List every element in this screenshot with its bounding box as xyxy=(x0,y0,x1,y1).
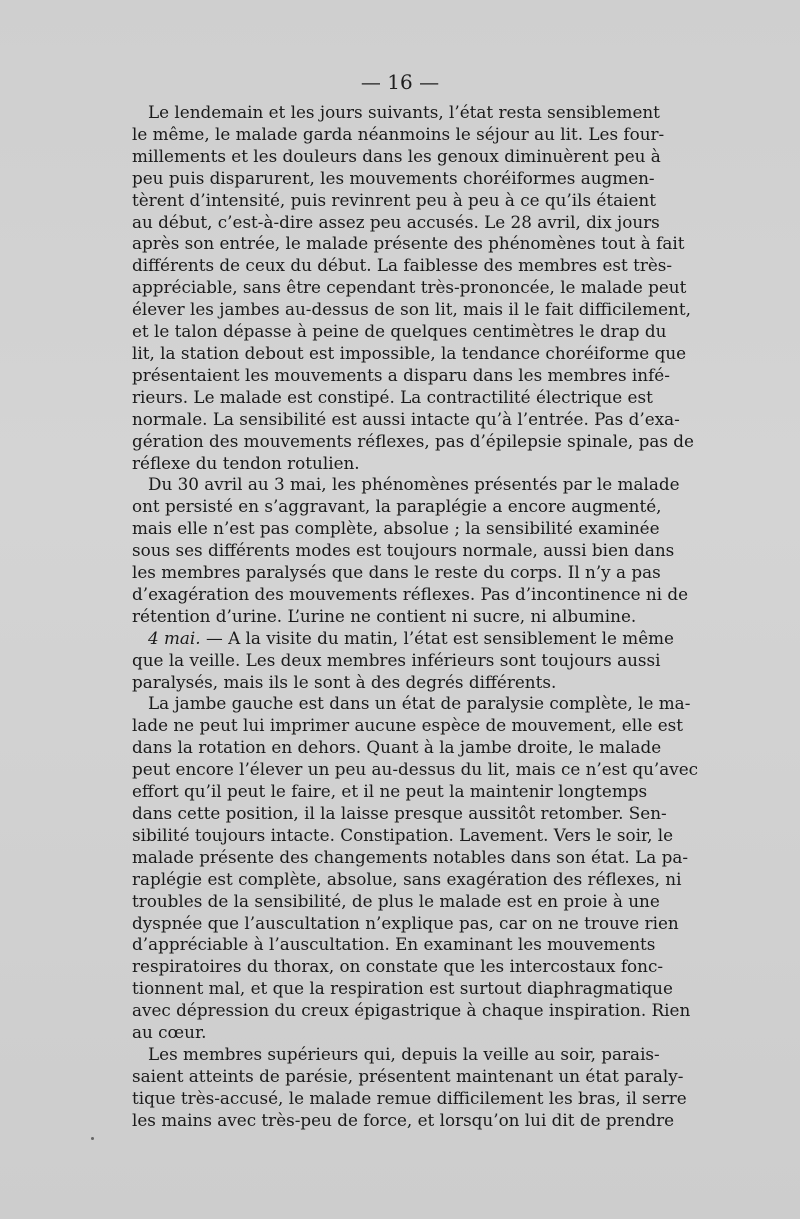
line-text: appréciable, sans être cependant très-prononcée, le malade peut xyxy=(132,277,687,298)
text-line xyxy=(132,562,661,584)
text-line xyxy=(132,649,661,672)
page-number: — 16 — xyxy=(360,70,440,94)
text-line xyxy=(132,496,662,518)
text-line xyxy=(132,540,675,562)
line-text: paralysés, mais ils le sont à des degrés différents. xyxy=(132,671,557,692)
line-text: rieurs. Le malade est constipé. La contractilité électrique est xyxy=(132,386,653,407)
text-line xyxy=(132,255,673,277)
text-line xyxy=(132,1109,675,1132)
line-text: réflexe du tendon rotulien. xyxy=(132,452,360,473)
line-text: au cœur. xyxy=(132,1022,207,1043)
text-line xyxy=(132,518,660,540)
text-line xyxy=(132,978,673,1000)
text-line xyxy=(132,167,655,190)
line-text: lit, la station debout est impossible, la tendance choréiforme que xyxy=(132,342,687,363)
line-text: au début, c’est-à-dire assez peu accusés. Le 28 avril, dix jours xyxy=(132,211,660,232)
text-line xyxy=(132,627,674,650)
text-line xyxy=(132,737,662,759)
text-line xyxy=(132,299,691,321)
text-line xyxy=(132,693,691,715)
text-line xyxy=(132,1043,660,1066)
line-text: rétention d’urine. L’urine ne contient ni sucre, ni albumine. xyxy=(132,605,637,626)
line-text: Le lendemain et les jours suivants, l’état resta sensiblement xyxy=(148,102,660,122)
line-text: normale. La sensibilité est aussi intacte qu’à l’entrée. Pas d’exa- xyxy=(132,408,680,429)
text-line xyxy=(132,781,648,803)
line-text: tique très-accusé, le malade remue difficilement les bras, il serre xyxy=(132,1087,687,1108)
line-text: dyspnée que l’auscultation n’explique pas, car on ne trouve rien xyxy=(132,912,679,933)
text-line xyxy=(132,408,680,431)
text-line xyxy=(132,824,674,847)
line-text: troubles de la sensibilité, de plus le malade est en proie à une xyxy=(132,890,660,911)
line-text: malade présente des changements notables dans son état. La pa- xyxy=(132,846,689,867)
text-line xyxy=(132,145,661,168)
line-text: dans la rotation en dehors. Quant à la jambe droite, le malade xyxy=(132,737,662,758)
line-text: lade ne peut lui imprimer aucune espèce de mouvement, elle est xyxy=(132,715,683,736)
line-text: gération des mouvements réflexes, pas d’épilepsie spinale, pas de xyxy=(132,430,694,451)
line-text: Du 30 avril au 3 mai, les phénomènes présentés par le malade xyxy=(148,474,680,495)
line-text: peut encore l’élever un peu au-dessus du lit, mais ce n’est qu’avec xyxy=(132,759,699,780)
line-text: présentaient les mouvements a disparu dans les membres infé- xyxy=(132,364,670,385)
line-text: les mains avec très-peu de force, et lorsqu’on lui dit de prendre xyxy=(132,1109,675,1130)
line-text: d’exagération des mouvements réflexes. Pas d’incontinence ni de xyxy=(132,583,689,604)
line-text: le même, le malade garda néanmoins le séjour au lit. Les four- xyxy=(132,123,665,144)
line-text: sous ses différents modes est toujours normale, aussi bien dans xyxy=(132,540,675,561)
text-line xyxy=(132,1065,684,1088)
line-text: mais elle n’est pas complète, absolue ; la sensibilité examinée xyxy=(132,518,660,539)
text-line xyxy=(132,890,660,913)
line-text: différents de ceux du début. La faiblesse des membres est très- xyxy=(132,255,673,276)
line-text: dans cette position, il la laisse presque aussitôt retomber. Sen- xyxy=(132,803,667,823)
line-text: ont persisté en s’aggravant, la paraplégie a encore augmenté, xyxy=(132,496,662,517)
text-line xyxy=(132,1000,691,1022)
line-text: et le talon dépasse à peine de quelques centimètres le drap du xyxy=(132,321,667,342)
line-text: tionnent mal, et que la respiration est surtout diaphragmatique xyxy=(132,978,673,999)
text-line xyxy=(132,321,667,343)
text-line xyxy=(132,715,683,737)
print-speck xyxy=(91,1137,94,1140)
text-line xyxy=(132,123,665,146)
text-line xyxy=(132,912,679,935)
text-line xyxy=(132,606,644,628)
text-line xyxy=(132,386,653,409)
line-text: élever les jambes au-dessus de son lit, mais il le fait difficilement, xyxy=(132,299,691,320)
text-line xyxy=(132,189,656,212)
text-line xyxy=(132,102,660,124)
text-line xyxy=(132,453,644,475)
line-text: après son entrée, le malade présente des phénomènes tout à fait xyxy=(132,233,685,254)
line-text: tèrent d’intensité, puis revinrent peu à peu à ce qu’ils étaient xyxy=(132,189,656,210)
line-text: avec dépression du creux épigastrique à chaque inspiration. Rien xyxy=(132,1000,691,1021)
text-line xyxy=(132,672,644,694)
line-text: — A la visite du matin, l’état est sensiblement le même xyxy=(200,627,674,648)
text-line xyxy=(132,934,656,956)
entry-date: 4 mai. xyxy=(148,627,201,648)
text-line xyxy=(132,1022,644,1044)
line-text: raplégie est complète, absolue, sans exagération des réflexes, ni xyxy=(132,868,682,889)
line-text: saient atteints de parésie, présentent maintenant un état paraly- xyxy=(132,1065,684,1086)
text-line xyxy=(132,342,687,365)
line-text: millements et les douleurs dans les genoux diminuèrent peu à xyxy=(132,145,661,166)
line-text: La jambe gauche est dans un état de paralysie complète, le ma- xyxy=(148,693,691,714)
text-line xyxy=(132,211,660,234)
text-line xyxy=(132,474,680,496)
line-text: peu puis disparurent, les mouvements choréiformes augmen- xyxy=(132,167,655,188)
text-line xyxy=(132,759,699,781)
line-text: effort qu’il peut le faire, et il ne peut la maintenir longtemps xyxy=(132,781,648,802)
text-line xyxy=(132,430,694,453)
text-line xyxy=(132,1087,687,1110)
text-line xyxy=(132,277,687,299)
text-line xyxy=(132,846,689,869)
line-text: respiratoires du thorax, on constate que les intercostaux fonc- xyxy=(132,956,664,977)
line-text: d’appréciable à l’auscultation. En examinant les mouvements xyxy=(132,934,656,955)
text-line xyxy=(132,803,667,825)
text-line xyxy=(132,956,664,978)
line-text: que la veille. Les deux membres inférieurs sont toujours aussi xyxy=(132,649,661,670)
text-line xyxy=(132,583,689,606)
text-line xyxy=(132,233,685,255)
text-line xyxy=(132,364,670,387)
body-text xyxy=(132,102,699,1132)
line-text: sibilité toujours intacte. Constipation. Lavement. Vers le soir, le xyxy=(132,824,674,845)
line-text: les membres paralysés que dans le reste du corps. Il n’y a pas xyxy=(132,562,661,583)
text-line xyxy=(132,868,682,891)
line-text: Les membres supérieurs qui, depuis la veille au soir, parais- xyxy=(148,1043,660,1064)
